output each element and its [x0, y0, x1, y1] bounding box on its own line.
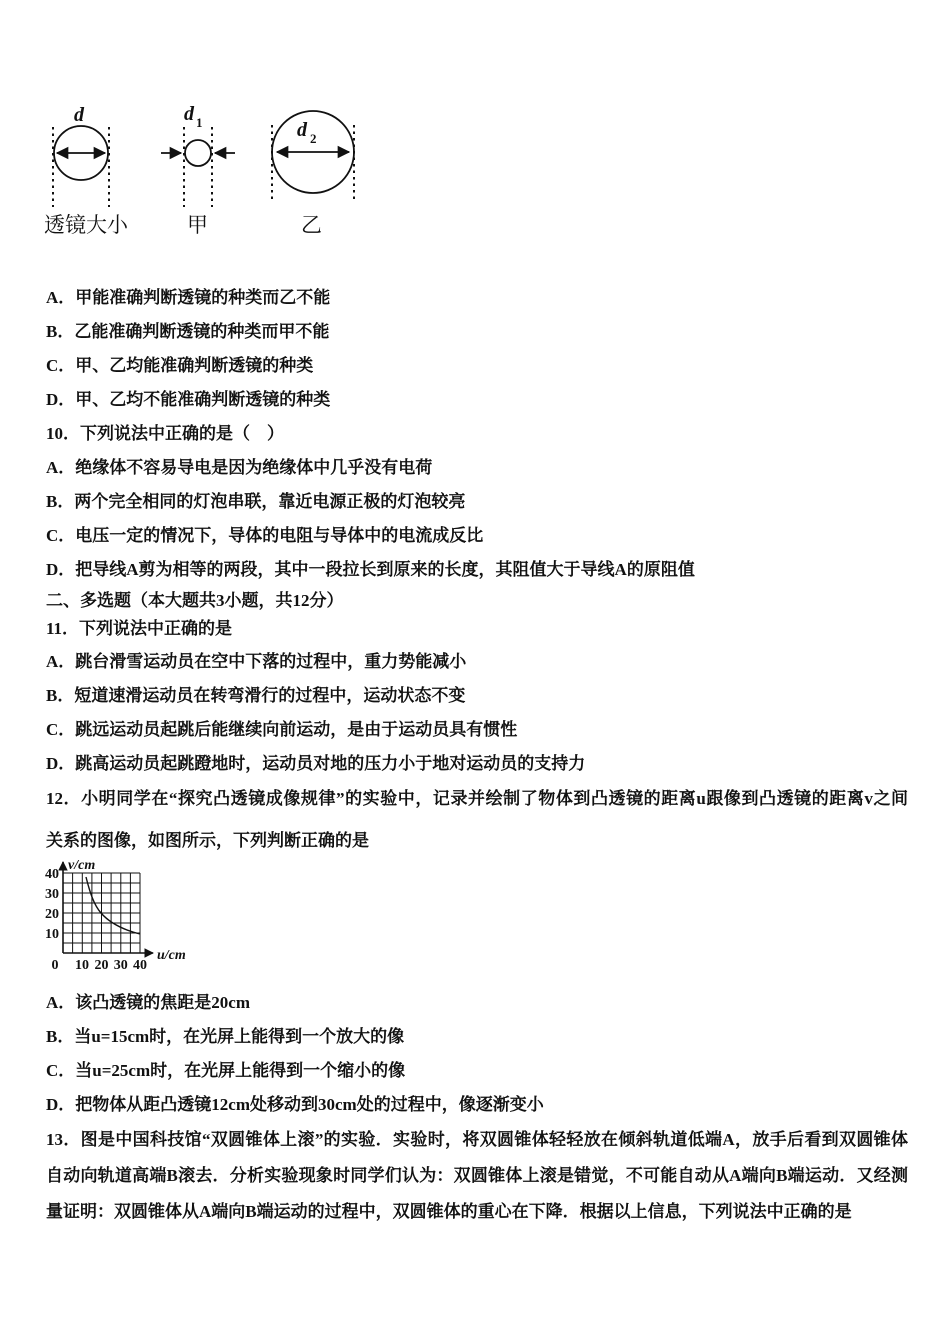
- y-axis-label: v/cm: [68, 858, 96, 873]
- uv-curve: [86, 877, 140, 934]
- q10-option-d: D．把导线A剪为相等的两段，其中一段拉长到原来的长度，其阻值大于导线A的原阻值: [46, 560, 695, 579]
- x-axis-label: u/cm: [157, 948, 186, 963]
- origin-label: 0: [51, 958, 59, 973]
- q12-stem-line-2: 关系的图像，如图所示，下列判断正确的是: [46, 831, 369, 850]
- caption-lens-size: 透镜大小: [44, 213, 128, 237]
- q12-option-c: C．当u=25cm时，在光屏上能得到一个缩小的像: [46, 1061, 406, 1080]
- caption-jia: 甲: [187, 213, 208, 237]
- d2-subscript: 2: [310, 131, 317, 146]
- xtick-20: 20: [94, 958, 109, 973]
- section-2-header: 二、多选题（本大题共3小题，共12分）: [46, 591, 344, 610]
- caption-yi: 乙: [301, 213, 322, 237]
- method-yi-figure: [272, 111, 354, 237]
- q11-title: 11．下列说法中正确的是: [46, 619, 233, 638]
- q9-option-a: A．甲能准确判断透镜的种类而乙不能: [46, 288, 331, 307]
- lens-circle-small: [185, 140, 211, 166]
- q11-option-a: A．跳台滑雪运动员在空中下落的过程中，重力势能减小: [46, 652, 467, 671]
- q10-option-a: A．绝缘体不容易导电是因为绝缘体中几乎没有电荷: [46, 458, 433, 477]
- d-label: d: [74, 104, 84, 126]
- uv-graph: [38, 853, 203, 978]
- method-jia-figure: [161, 103, 235, 237]
- q12-option-d: D．把物体从距凸透镜12cm处移动到30cm处的过程中，像逐渐变小: [46, 1095, 544, 1114]
- ytick-20: 20: [45, 907, 59, 922]
- d2-label: d: [297, 119, 307, 141]
- d1-label: d: [184, 103, 194, 125]
- q12-stem-line-1: 12．小明同学在“探究凸透镜成像规律”的实验中，记录并绘制了物体到凸透镜的距离u跟像到凸透镜的距离v之间: [46, 789, 908, 808]
- xtick-30: 30: [113, 958, 128, 973]
- guide-lines: [53, 127, 109, 207]
- guide-lines: [184, 127, 212, 207]
- q10-option-b: B．两个完全相同的灯泡串联，靠近电源正极的灯泡较亮: [46, 492, 466, 511]
- q10-title: 10．下列说法中正确的是（ ）: [46, 424, 284, 443]
- q9-option-d: D．甲、乙均不能准确判断透镜的种类: [46, 390, 331, 409]
- xtick-40: 40: [133, 958, 147, 973]
- xtick-10: 10: [75, 958, 89, 973]
- q9-option-c: C．甲、乙均能准确判断透镜的种类: [46, 356, 314, 375]
- q12-option-a: A．该凸透镜的焦距是20cm: [46, 993, 250, 1012]
- q11-option-b: B．短道速滑运动员在转弯滑行的过程中，运动状态不变: [46, 686, 466, 705]
- ytick-40: 40: [45, 867, 59, 882]
- q11-option-c: C．跳远运动员起跳后能继续向前运动，是由于运动员具有惯性: [46, 720, 518, 739]
- q12-option-b: B．当u=15cm时，在光屏上能得到一个放大的像: [46, 1027, 405, 1046]
- lens-size-diagram: [40, 95, 375, 245]
- ytick-10: 10: [45, 927, 59, 942]
- q13-stem-line-2: 自动向轨道高端B滚去．分析实验现象时同学们认为：双圆锥体上滚是错觉，不可能自动从A端向B端运动．又经测: [46, 1166, 908, 1185]
- ytick-30: 30: [45, 887, 59, 902]
- d1-subscript: 1: [196, 115, 203, 130]
- q10-option-c: C．电压一定的情况下，导体的电阻与导体中的电流成反比: [46, 526, 484, 545]
- lens-actual-size-figure: [44, 104, 129, 237]
- q11-option-d: D．跳高运动员起跳蹬地时，运动员对地的压力小于地对运动员的支持力: [46, 754, 586, 773]
- q13-stem-line-1: 13．图是中国科技馆“双圆锥体上滚”的实验．实验时，将双圆锥体轻轻放在倾斜轨道低端A，放手后看到双圆锥体: [46, 1130, 908, 1149]
- q13-stem-line-3: 量证明：双圆锥体从A端向B端运动的过程中，双圆锥体的重心在下降．根据以上信息，下列说法中正确的是: [46, 1202, 852, 1221]
- q9-option-b: B．乙能准确判断透镜的种类而甲不能: [46, 322, 330, 341]
